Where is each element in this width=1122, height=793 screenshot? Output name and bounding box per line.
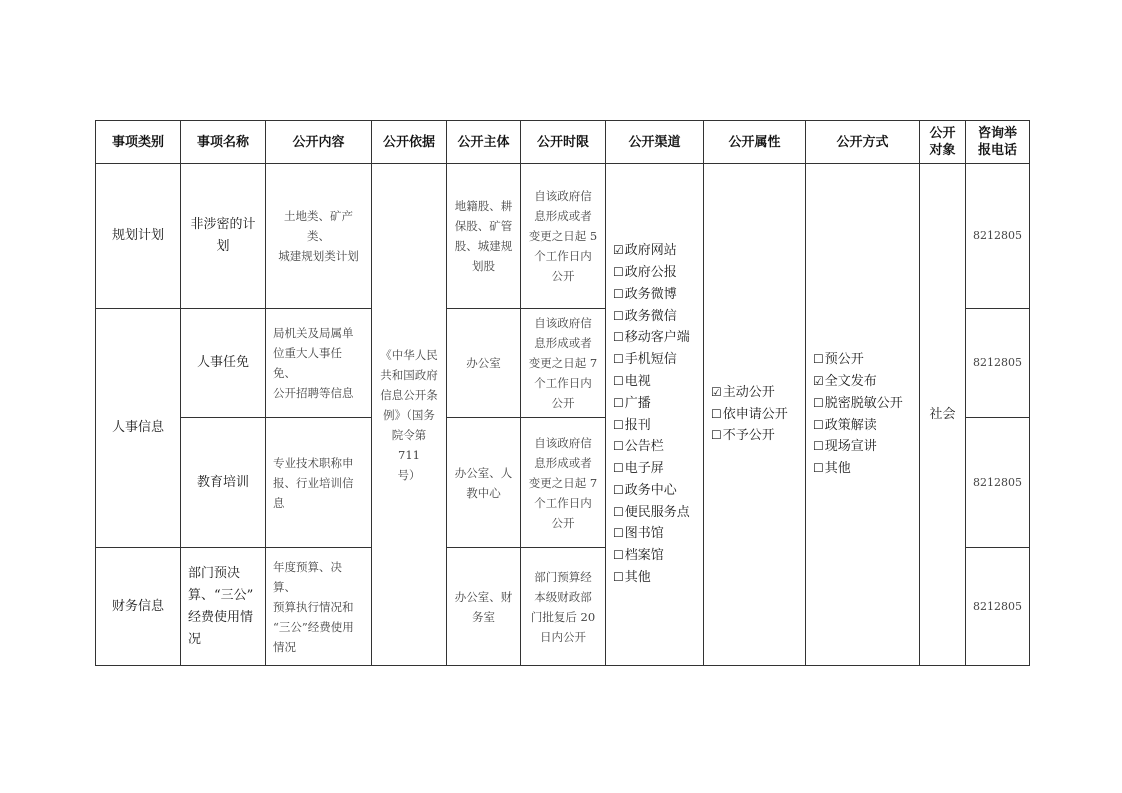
category-cell: 规划计划 <box>96 164 181 309</box>
checkbox-icon[interactable]: ☐ <box>613 330 624 345</box>
channel-option-label: 移动客户端 <box>624 330 690 346</box>
checkbox-icon[interactable]: ☐ <box>613 286 624 301</box>
checkbox-icon[interactable]: ☐ <box>613 417 624 432</box>
channel-option[interactable] <box>613 240 699 262</box>
category-cell: 财务信息 <box>96 548 181 666</box>
method-option[interactable] <box>813 371 915 393</box>
method-option[interactable] <box>813 393 915 415</box>
phone-cell: 8212805 <box>966 164 1030 309</box>
table-row <box>96 164 1030 309</box>
method-option[interactable] <box>813 349 915 371</box>
channel-option[interactable] <box>613 306 699 328</box>
channel-option-label: 档案馆 <box>624 548 664 564</box>
channel-option[interactable] <box>613 327 699 349</box>
channel-option-label: 政务中心 <box>624 482 677 498</box>
channel-option[interactable] <box>613 458 699 480</box>
checkbox-icon[interactable]: ☐ <box>613 308 624 323</box>
attribute-option[interactable] <box>711 404 801 426</box>
category-cell: 人事信息 <box>96 309 181 548</box>
checkbox-icon[interactable]: ☐ <box>613 439 624 454</box>
content-cell: 土地类、矿产类、 城建规划类计划 <box>266 164 372 309</box>
header-method: 公开方式 <box>806 121 920 164</box>
subject-cell: 地籍股、耕 保股、矿管 股、城建规 划股 <box>447 164 521 309</box>
header-basis: 公开依据 <box>372 121 447 164</box>
time-cell: 自该政府信 息形成或者 变更之日起 7 个工作日内 公开 <box>521 309 606 418</box>
audience-cell: 社会 <box>920 164 966 666</box>
channel-option[interactable] <box>613 349 699 371</box>
channel-option-label: 图书馆 <box>624 526 664 542</box>
attribute-cell <box>704 164 806 666</box>
header-name: 事项名称 <box>181 121 266 164</box>
method-option-label: 脱密脱敏公开 <box>824 395 903 411</box>
checkbox-icon[interactable]: ☐ <box>613 264 624 279</box>
channel-option[interactable] <box>613 567 699 589</box>
checkbox-icon[interactable]: ☐ <box>613 526 624 541</box>
time-cell: 自该政府信 息形成或者 变更之日起 5 个工作日内 公开 <box>521 164 606 309</box>
channel-option-label: 广播 <box>624 395 651 411</box>
channel-option[interactable] <box>613 523 699 545</box>
checkbox-icon[interactable]: ☐ <box>613 482 624 497</box>
channel-option-label: 其他 <box>624 570 651 586</box>
time-cell: 部门预算经 本级财政部 门批复后 20 日内公开 <box>521 548 606 666</box>
header-channel: 公开渠道 <box>606 121 704 164</box>
checkbox-icon[interactable]: ☐ <box>813 461 824 476</box>
attribute-option[interactable] <box>711 382 801 404</box>
checkbox-icon[interactable]: ☐ <box>813 417 824 432</box>
header-time: 公开时限 <box>521 121 606 164</box>
header-subject: 公开主体 <box>447 121 521 164</box>
channel-option-label: 政府公报 <box>624 264 677 280</box>
channel-option[interactable] <box>613 284 699 306</box>
checkbox-icon[interactable]: ☐ <box>613 352 624 367</box>
subject-cell: 办公室 <box>447 309 521 418</box>
basis-cell: 《中华人民 共和国政府 信息公开条 例》（国务 院令第 711 号） <box>372 164 447 666</box>
checkbox-icon[interactable]: ☐ <box>613 570 624 585</box>
method-option[interactable] <box>813 458 915 480</box>
method-cell <box>806 164 920 666</box>
channel-option-label: 政务微信 <box>624 308 677 324</box>
disclosure-table <box>95 120 1030 666</box>
checkbox-icon[interactable]: ☐ <box>613 373 624 388</box>
phone-cell: 8212805 <box>966 418 1030 548</box>
attribute-option-label: 主动公开 <box>722 384 775 400</box>
attribute-option[interactable] <box>711 425 801 447</box>
header-phone: 咨询举 报电话 <box>966 121 1030 164</box>
channel-option[interactable] <box>613 393 699 415</box>
checkbox-icon[interactable]: ☐ <box>711 406 722 421</box>
checkbox-icon[interactable]: ☐ <box>711 428 722 443</box>
method-list <box>806 349 919 480</box>
checkbox-icon[interactable]: ☐ <box>613 461 624 476</box>
method-option-label: 政策解读 <box>824 417 877 433</box>
checkbox-icon[interactable]: ☐ <box>613 548 624 563</box>
checked-box-icon[interactable]: ☑ <box>813 373 824 388</box>
channel-option-label: 政务微博 <box>624 286 677 302</box>
method-option-label: 预公开 <box>824 352 864 368</box>
checkbox-icon[interactable]: ☐ <box>613 395 624 410</box>
checked-box-icon[interactable]: ☑ <box>613 243 624 258</box>
channel-option-label: 政府网站 <box>624 243 677 259</box>
attribute-option-label: 不予公开 <box>722 428 775 444</box>
content-cell: 局机关及局属单 位重大人事任免、 公开招聘等信息 <box>266 309 372 418</box>
content-cell: 专业技术职称申 报、行业培训信息 <box>266 418 372 548</box>
checkbox-icon[interactable]: ☐ <box>613 504 624 519</box>
channel-option-label: 电子屏 <box>624 461 664 477</box>
channel-option-label: 手机短信 <box>624 352 677 368</box>
phone-cell: 8212805 <box>966 548 1030 666</box>
channel-option[interactable] <box>613 262 699 284</box>
channel-option[interactable] <box>613 545 699 567</box>
attribute-option-label: 依申请公开 <box>722 406 788 422</box>
item-name-cell: 人事任免 <box>181 309 266 418</box>
method-option-label: 其他 <box>824 461 851 477</box>
channel-option[interactable] <box>613 371 699 393</box>
method-option-label: 现场宣讲 <box>824 439 877 455</box>
checkbox-icon[interactable]: ☐ <box>813 439 824 454</box>
header-attribute: 公开属性 <box>704 121 806 164</box>
subject-cell: 办公室、人 教中心 <box>447 418 521 548</box>
item-name-cell: 非涉密的计 划 <box>181 164 266 309</box>
phone-cell: 8212805 <box>966 309 1030 418</box>
item-name-cell: 部门预决 算、“三公” 经费使用情 况 <box>181 548 266 666</box>
channel-option-label: 便民服务点 <box>624 504 690 520</box>
content-cell: 年度预算、决算、 预算执行情况和 “三公”经费使用 情况 <box>266 548 372 666</box>
header-audience: 公开 对象 <box>920 121 966 164</box>
channel-option[interactable] <box>613 415 699 437</box>
method-option-label: 全文发布 <box>824 373 877 389</box>
header-row <box>96 121 1030 164</box>
time-cell: 自该政府信 息形成或者 变更之日起 7 个工作日内 公开 <box>521 418 606 548</box>
channel-option[interactable] <box>613 480 699 502</box>
header-category: 事项类别 <box>96 121 181 164</box>
channel-cell <box>606 164 704 666</box>
header-content: 公开内容 <box>266 121 372 164</box>
method-option[interactable] <box>813 436 915 458</box>
channel-option-label: 公告栏 <box>624 439 664 455</box>
channel-option[interactable] <box>613 502 699 524</box>
channel-option[interactable] <box>613 436 699 458</box>
attribute-list <box>704 382 805 447</box>
checked-box-icon[interactable]: ☑ <box>711 384 722 399</box>
item-name-cell: 教育培训 <box>181 418 266 548</box>
checkbox-icon[interactable]: ☐ <box>813 352 824 367</box>
subject-cell: 办公室、财 务室 <box>447 548 521 666</box>
channel-option-label: 报刊 <box>624 417 651 433</box>
method-option[interactable] <box>813 415 915 437</box>
checkbox-icon[interactable]: ☐ <box>813 395 824 410</box>
channel-list <box>606 240 703 589</box>
channel-option-label: 电视 <box>624 373 651 389</box>
